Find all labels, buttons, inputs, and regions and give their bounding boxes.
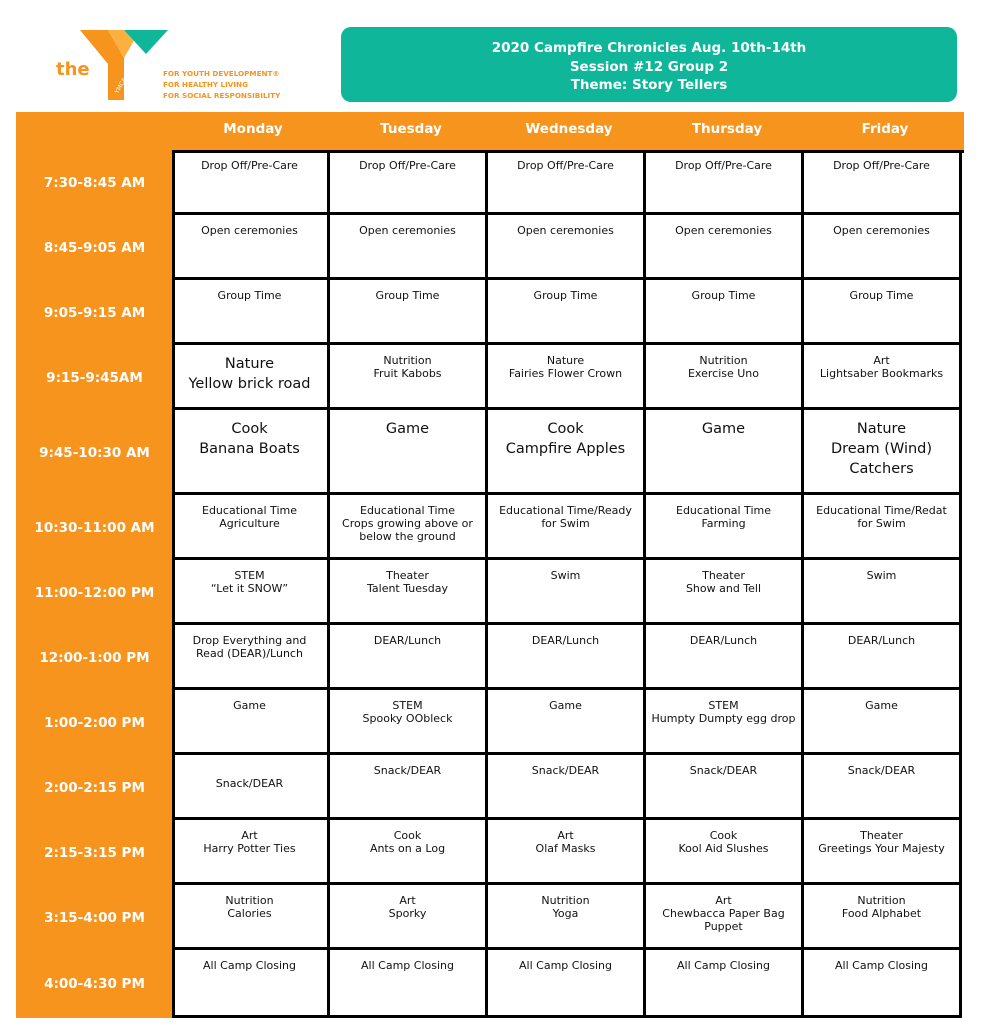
schedule-cell	[488, 215, 646, 280]
activity-text: Educational Time	[202, 504, 297, 517]
schedule-cell	[646, 755, 804, 820]
schedule-cell	[646, 560, 804, 625]
activity-text: Art	[715, 894, 732, 907]
activity-text: Snack/DEAR	[847, 764, 916, 777]
schedule-cell	[172, 345, 330, 410]
activity-text: Game	[385, 421, 430, 437]
schedule-cell	[804, 885, 962, 950]
schedule-cell	[646, 410, 804, 495]
activity-text: Spooky OObleck	[362, 712, 453, 725]
activity-text: Agriculture	[219, 517, 280, 530]
activity-text: Theater	[702, 569, 745, 582]
activity-text: Lightsaber Bookmarks	[819, 367, 944, 380]
activity-text: Drop Off/Pre-Care	[201, 159, 298, 172]
schedule-cell	[488, 820, 646, 885]
schedule-grid	[172, 150, 964, 1018]
schedule-cell	[646, 950, 804, 1018]
day-header-thursday: Thursday	[691, 121, 763, 137]
activity-text: Nutrition	[225, 894, 274, 907]
activity-text: Open ceremonies	[359, 224, 456, 237]
activity-text: STEM	[708, 699, 739, 712]
activity-text: Farming	[701, 517, 746, 530]
day-header-friday: Friday	[861, 121, 909, 137]
activity-text: Cook	[547, 421, 584, 437]
activity-text: Catchers	[849, 461, 914, 477]
activity-text: Group Time	[691, 289, 756, 302]
logo-ymca-text: YMCA	[113, 76, 129, 95]
ymca-y-icon	[78, 28, 170, 102]
activity-text: Educational Time	[360, 504, 455, 517]
activity-text: Educational Time	[676, 504, 771, 517]
schedule-cell	[488, 885, 646, 950]
schedule-cell	[646, 690, 804, 755]
schedule-cell	[488, 345, 646, 410]
activity-text: Calories	[227, 907, 272, 920]
schedule-cell	[172, 950, 330, 1018]
logo-the-text: the	[56, 59, 90, 80]
activity-text: Drop Off/Pre-Care	[359, 159, 456, 172]
schedule-cell	[646, 150, 804, 215]
schedule-cell	[172, 495, 330, 560]
time-slot-label: 8:45-9:05 AM	[43, 239, 146, 256]
schedule-cell	[330, 820, 488, 885]
schedule-cell	[330, 410, 488, 495]
schedule-cell	[488, 950, 646, 1018]
schedule-cell	[172, 215, 330, 280]
time-slot-label: 9:15-9:45AM	[46, 369, 143, 386]
schedule-cell	[330, 345, 488, 410]
schedule-cell	[488, 410, 646, 495]
activity-text: Group Time	[533, 289, 598, 302]
logo-tagline	[163, 68, 280, 101]
schedule-cell	[488, 625, 646, 690]
activity-text: Group Time	[217, 289, 282, 302]
activity-text: Campfire Apples	[505, 441, 626, 457]
activity-text: DEAR/Lunch	[847, 634, 916, 647]
schedule-cell	[330, 150, 488, 215]
activity-text: Banana Boats	[199, 441, 300, 457]
schedule-cell	[172, 410, 330, 495]
logo-tagline-line: FOR SOCIAL RESPONSIBILITY	[163, 91, 281, 100]
activity-text: Humpty Dumpty egg drop	[651, 712, 796, 725]
day-header-tuesday: Tuesday	[380, 121, 442, 137]
activity-text: Open ceremonies	[675, 224, 772, 237]
activity-text: Theater	[860, 829, 903, 842]
schedule-cell	[488, 150, 646, 215]
activity-text: Nature	[546, 354, 585, 367]
activity-text: Open ceremonies	[517, 224, 614, 237]
activity-text: DEAR/Lunch	[689, 634, 758, 647]
activity-text: All Camp Closing	[361, 959, 454, 972]
schedule-cell	[330, 560, 488, 625]
activity-text: Drop Everything and	[192, 634, 307, 647]
schedule-cell	[804, 495, 962, 560]
schedule-cell	[804, 690, 962, 755]
activity-text: Read (DEAR)/Lunch	[196, 647, 303, 660]
activity-text: Swim	[550, 569, 581, 582]
activity-text: Educational Time/Ready	[499, 504, 632, 517]
schedule-cell	[646, 345, 804, 410]
time-slot-label: 3:15-4:00 PM	[44, 909, 145, 926]
activity-text: Game	[233, 699, 266, 712]
activity-text: Talent Tuesday	[367, 582, 448, 595]
schedule-cell	[172, 150, 330, 215]
activity-text: Group Time	[375, 289, 440, 302]
activity-text: Olaf Masks	[535, 842, 596, 855]
schedule-cell	[172, 820, 330, 885]
schedule-cell	[646, 885, 804, 950]
schedule-cell	[804, 280, 962, 345]
activity-text: Harry Potter Ties	[203, 842, 296, 855]
day-header-monday: Monday	[223, 121, 283, 137]
activity-text: Dream (Wind)	[830, 441, 933, 457]
title-banner	[341, 27, 957, 102]
activity-text: for Swim	[541, 517, 590, 530]
activity-text: Snack/DEAR	[373, 764, 442, 777]
schedule-cell	[172, 885, 330, 950]
activity-text: DEAR/Lunch	[531, 634, 600, 647]
schedule-cell	[646, 495, 804, 560]
schedule-cell	[804, 950, 962, 1018]
schedule-cell	[804, 560, 962, 625]
time-slot-label: 4:00-4:30 PM	[44, 976, 145, 992]
schedule-cell	[172, 560, 330, 625]
time-slot-label: 7:30-8:45 AM	[43, 174, 146, 191]
activity-text: Fruit Kabobs	[373, 367, 442, 380]
schedule-cell	[646, 820, 804, 885]
activity-text: Nature	[224, 356, 275, 372]
schedule-cell	[330, 280, 488, 345]
schedule-cell	[488, 690, 646, 755]
activity-text: Crops growing above or	[342, 517, 473, 530]
activity-text: below the ground	[359, 530, 456, 543]
activity-text: Open ceremonies	[833, 224, 930, 237]
activity-text: Ants on a Log	[369, 842, 446, 855]
activity-text: Fairies Flower Crown	[508, 367, 623, 380]
activity-text: Exercise Uno	[687, 367, 760, 380]
activity-text: Yellow brick road	[188, 376, 311, 392]
schedule-cell	[804, 625, 962, 690]
schedule-cell	[804, 820, 962, 885]
time-slot-label: 2:15-3:15 PM	[44, 844, 145, 861]
activity-text: Chewbacca Paper Bag	[662, 907, 785, 920]
activity-text: Greetings Your Majesty	[818, 842, 945, 855]
activity-text: Drop Off/Pre-Care	[517, 159, 614, 172]
time-slot-label: 9:45-10:30 AM	[39, 444, 150, 461]
ymca-logo	[50, 26, 290, 106]
activity-text: Theater	[386, 569, 429, 582]
schedule-cell	[804, 755, 962, 820]
activity-text: Nutrition	[541, 894, 590, 907]
activity-text: Cook	[393, 829, 422, 842]
schedule-cell	[172, 280, 330, 345]
activity-text: Yoga	[552, 907, 579, 920]
activity-text: Nutrition	[857, 894, 906, 907]
activity-text: Open ceremonies	[201, 224, 298, 237]
schedule-cell	[804, 410, 962, 495]
activity-text: Snack/DEAR	[689, 764, 758, 777]
activity-text: Group Time	[849, 289, 914, 302]
activity-text: Art	[557, 829, 574, 842]
activity-text: Nature	[856, 421, 907, 437]
time-slot-label: 12:00-1:00 PM	[39, 649, 150, 666]
schedule-cell	[172, 625, 330, 690]
activity-text: Drop Off/Pre-Care	[675, 159, 772, 172]
activity-text: Swim	[866, 569, 897, 582]
schedule-cell	[330, 215, 488, 280]
day-header-wednesday: Wednesday	[525, 121, 613, 137]
activity-text: STEM	[234, 569, 265, 582]
activity-text: “Let it SNOW”	[210, 582, 289, 595]
schedule-cell	[646, 280, 804, 345]
schedule-cell	[488, 560, 646, 625]
activity-text: Game	[701, 421, 746, 437]
activity-text: All Camp Closing	[677, 959, 770, 972]
schedule-cell	[646, 625, 804, 690]
activity-text: All Camp Closing	[835, 959, 928, 972]
activity-text: Drop Off/Pre-Care	[833, 159, 930, 172]
schedule-cell	[172, 755, 330, 820]
activity-text: STEM	[392, 699, 423, 712]
schedule-cell	[330, 755, 488, 820]
schedule-cell	[488, 495, 646, 560]
activity-text: Cook	[709, 829, 738, 842]
activity-text: Art	[399, 894, 416, 907]
activity-text: Cook	[231, 421, 268, 437]
activity-text: for Swim	[857, 517, 906, 530]
logo-tagline-line: FOR YOUTH DEVELOPMENT®	[163, 69, 280, 78]
schedule-cell	[330, 495, 488, 560]
time-slot-label: 1:00-2:00 PM	[44, 714, 145, 731]
activity-text: All Camp Closing	[519, 959, 612, 972]
schedule-cell	[330, 885, 488, 950]
banner-theme: Theme: Story Tellers	[570, 77, 728, 93]
schedule-cell	[488, 755, 646, 820]
activity-text: Game	[549, 699, 582, 712]
activity-text: Show and Tell	[685, 582, 762, 595]
schedule-cell	[330, 690, 488, 755]
activity-text: Game	[865, 699, 898, 712]
banner-title: 2020 Campfire Chronicles Aug. 10th-14th	[491, 40, 807, 56]
activity-text: Snack/DEAR	[531, 764, 600, 777]
schedule-cell	[488, 280, 646, 345]
banner-session: Session #12 Group 2	[569, 58, 729, 75]
schedule-cell	[804, 345, 962, 410]
activity-text: Nutrition	[699, 354, 748, 367]
time-slot-label: 2:00-2:15 PM	[44, 779, 145, 796]
activity-text: Nutrition	[383, 354, 432, 367]
schedule-cell	[646, 215, 804, 280]
schedule-cell	[330, 625, 488, 690]
schedule-cell	[330, 950, 488, 1018]
time-slot-label: 11:00-12:00 PM	[34, 584, 155, 601]
activity-text: All Camp Closing	[203, 959, 296, 972]
activity-text: Puppet	[704, 920, 743, 933]
activity-text: DEAR/Lunch	[373, 634, 442, 647]
schedule-cell	[804, 215, 962, 280]
activity-text: Kool Aid Slushes	[678, 842, 769, 855]
time-slot-label: 10:30-11:00 AM	[34, 519, 155, 536]
schedule-cell	[804, 150, 962, 215]
schedule-cell	[172, 690, 330, 755]
logo-tagline-line: FOR HEALTHY LIVING	[163, 80, 248, 89]
activity-text: Food Alphabet	[841, 907, 922, 920]
activity-text: Art	[241, 829, 258, 842]
activity-text: Snack/DEAR	[215, 777, 284, 790]
activity-text: Sporky	[388, 907, 427, 920]
activity-text: Art	[873, 354, 890, 367]
time-slot-label: 9:05-9:15 AM	[43, 304, 146, 321]
activity-text: Educational Time/Redat	[816, 504, 947, 517]
